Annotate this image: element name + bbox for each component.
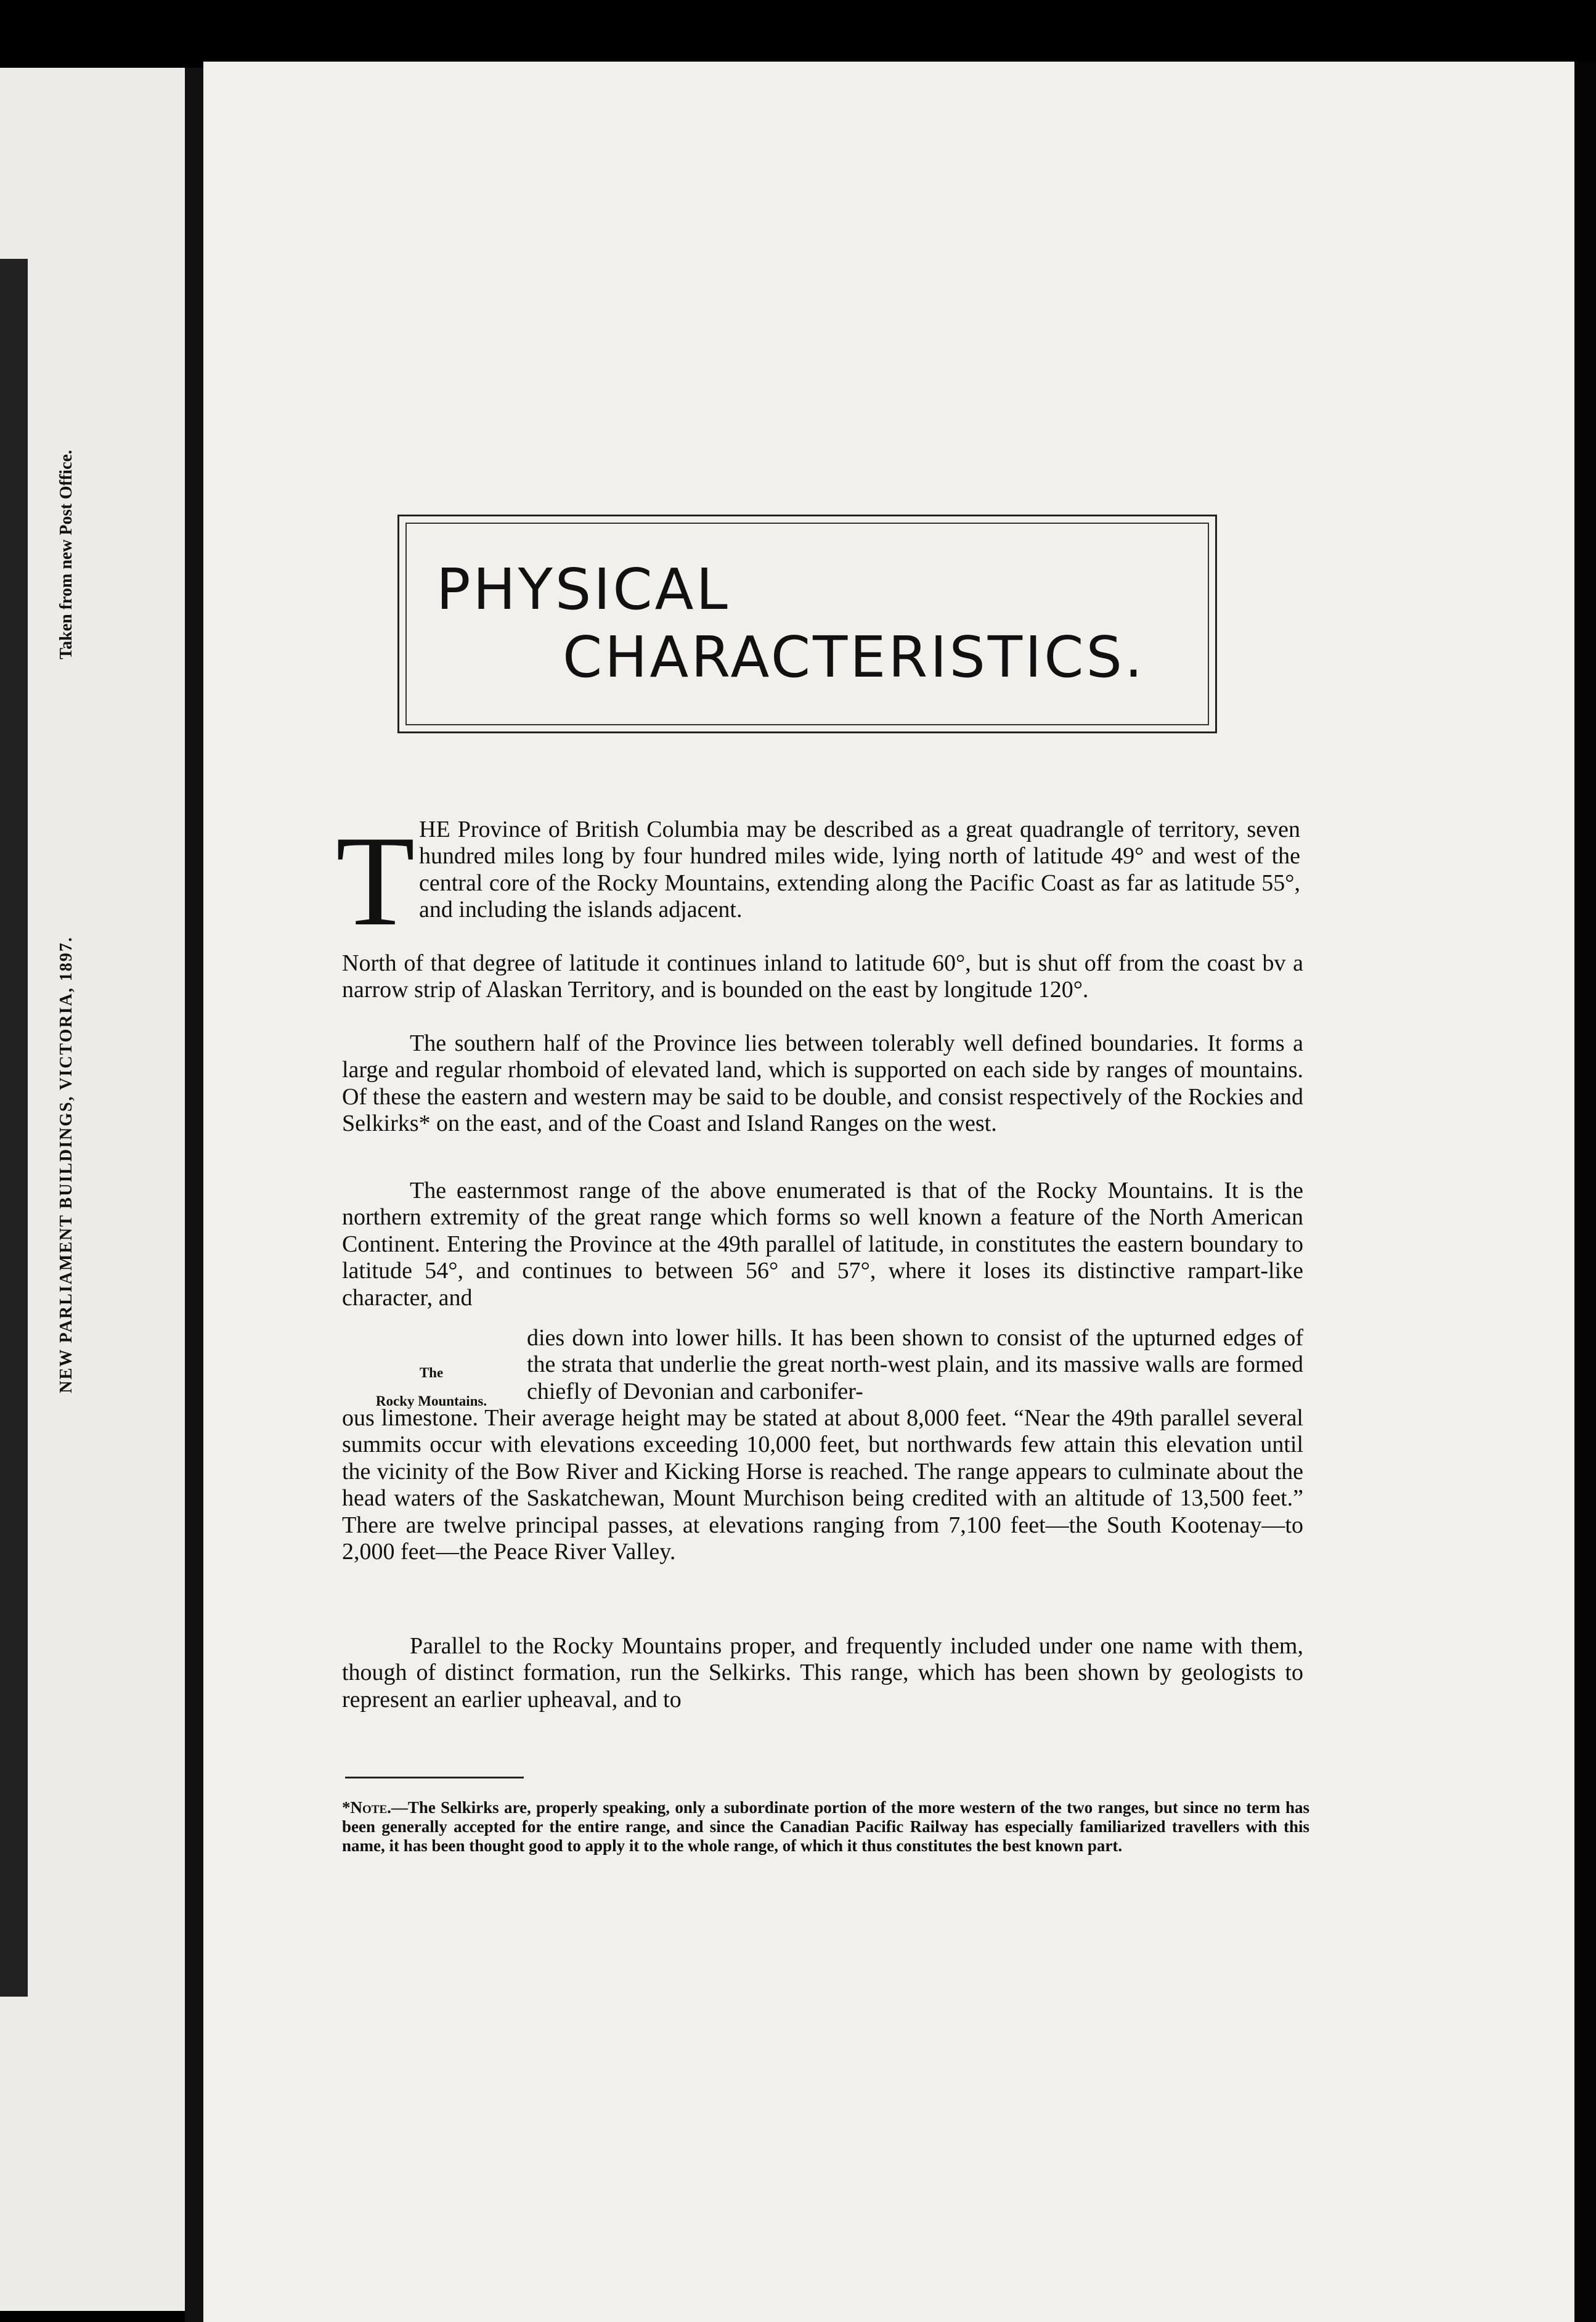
left-photo-plate <box>0 259 28 1997</box>
sidenote-line-1: The <box>419 1365 444 1380</box>
title-box <box>397 515 1217 733</box>
photo-caption: NEW PARLIAMENT BUILDINGS, VICTORIA, 1897. <box>57 936 76 1393</box>
binding-gutter <box>185 68 203 2322</box>
footnote-rule <box>345 1777 524 1778</box>
sidenote-line-2: Rocky Mountains. <box>375 1393 487 1409</box>
paragraph-1-continued: North of that degree of latitude it continues inland to latitude 60°, but is shut off from the coast bv a narrow strip of Alaskan Territory, and is bounded on the east by longitude 120°. <box>342 950 1303 1003</box>
photo-credit-caption: Taken from new Post Office. <box>57 450 76 659</box>
footnote-text: —The Selkirks are, properly speaking, only a subordinate portion of the more western of the two ranges, but since no term has been generally accepted for the entire range, and since the Canadian Pacific Railway has especially familiarized travellers with this name, it has been thought good to apply it to the whole range, of which it thus constitutes the best known part. <box>342 1798 1309 1855</box>
paragraph-3-continued: ous limestone. Their average height may be stated at about 8,000 feet. “Near the 49th parallel several summits occur with elevations exceeding 10,000 feet, but northwards few attain this elevation until the vicinity of the Bow River and Kicking Horse is reached. The range appears to culminate about the head waters of the Saskatchewan, Mount Murchison being credited with an altitude of 13,500 feet.” There are twelve principal passes, at elevations ranging from 7,100 feet—the South Kootenay—to 2,000 feet—the Peace River Valley. <box>342 1405 1303 1565</box>
footnote <box>342 1798 1309 1856</box>
paragraph-2: The southern half of the Province lies between tolerably well defined boundaries. It forms a large and regular rhomboid of elevated land, which is supported on each side by ranges of mountains. Of these the eastern and western may be said to be double, and consist respectively of the Rockies and Selkirks* on the east, and of the Coast and Island Ranges on the west. <box>342 1030 1303 1137</box>
title-line-1: PHYSICAL <box>436 556 730 622</box>
left-facing-page <box>0 68 185 2311</box>
title-line-2: CHARACTERISTICS. <box>563 624 1146 690</box>
drop-cap: T <box>336 810 415 953</box>
paragraph-3-beside-sidenote: dies down into lower hills. It has been shown to consist of the upturned edges of the strata that underlie the great north-west plain, and its massive walls are formed chiefly of Devonian and carbonifer- <box>527 1325 1303 1404</box>
paragraph-4: Parallel to the Rocky Mountains proper, and frequently included under one name with them, though of distinct formation, run the Selkirks. This range, which has been shown by geologists to represent an earlier upheaval, and to <box>342 1633 1303 1713</box>
page-edge-shadow <box>1574 62 1596 2322</box>
paragraph-1-intro: HE Province of British Columbia may be described as a great quadrangle of territory, seven hundred miles long by four hundred miles wide, lying north of latitude 49° and west of the central core of the Rocky Mountains, extending along the Pacific Coast as far as latitude 55°, and including the islands adjacent. <box>419 817 1300 923</box>
paragraph-3: The easternmost range of the above enumerated is that of the Rocky Mountains. It is the northern extremity of the great range which forms so well known a feature of the North American Continent. Entering the Province at the 49th parallel of latitude, in constitutes the eastern boundary to latitude 54°, and continues to between 56° and 57°, where it loses its distinctive rampart-like character, and <box>342 1178 1303 1311</box>
footnote-lead: *Note. <box>342 1798 391 1817</box>
